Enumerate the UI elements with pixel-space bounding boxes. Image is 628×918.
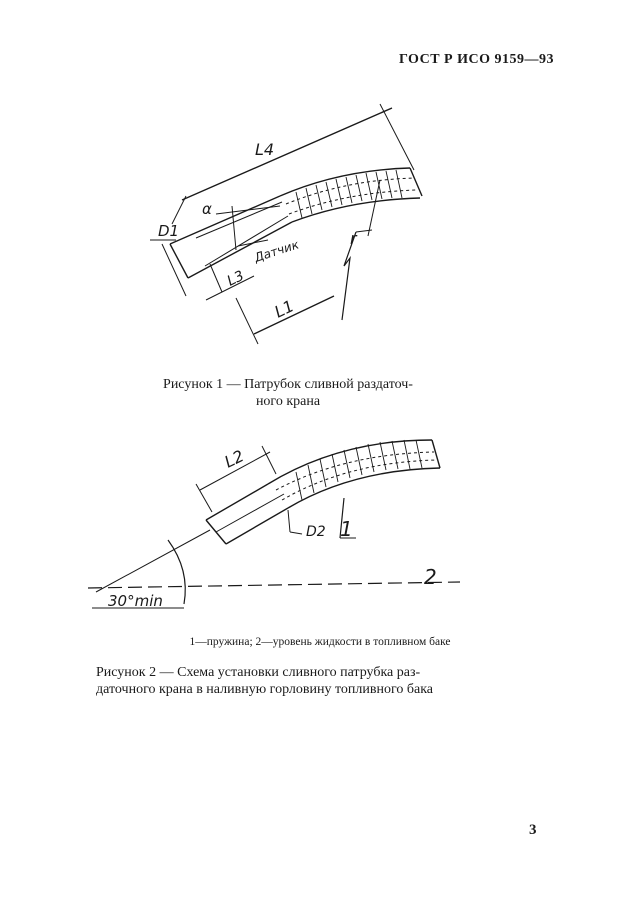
page-number: 3: [529, 822, 537, 838]
label-angle: 30°min: [108, 592, 163, 610]
label-l1: L1: [271, 296, 297, 322]
label-r: r: [350, 229, 357, 248]
label-l3: L3: [224, 267, 247, 290]
label-alpha: α: [202, 200, 212, 218]
figure-2-caption-line-2: даточного крана в наливную горловину топливного бака: [96, 682, 434, 697]
label-l2: L2: [221, 446, 247, 472]
figure-1-caption: [138, 376, 438, 410]
label-d1: D1: [158, 222, 180, 240]
label-1: 1: [340, 517, 353, 541]
figure-1-caption-line-2: ного крана: [255, 394, 321, 409]
label-2: 2: [424, 565, 437, 589]
figure-2-caption: [96, 664, 496, 698]
figure-1-drawing: [0, 80, 628, 370]
label-d2: D2: [306, 524, 326, 540]
figure-2-caption-line-1: Рисунок 2 — Схема установки сливного патрубка раз-: [96, 665, 421, 680]
figure-1-caption-line-1: Рисунок 1 — Патрубок сливной раздаточ-: [163, 377, 413, 392]
figure-2-drawing: [0, 420, 628, 620]
figure-2-legend: 1—пружина; 2—уровень жидкости в топливном баке: [189, 636, 451, 648]
label-sensor: Датчик: [252, 237, 301, 265]
label-l4: L4: [255, 140, 275, 159]
standard-header: ГОСТ Р ИСО 9159—93: [398, 52, 554, 67]
